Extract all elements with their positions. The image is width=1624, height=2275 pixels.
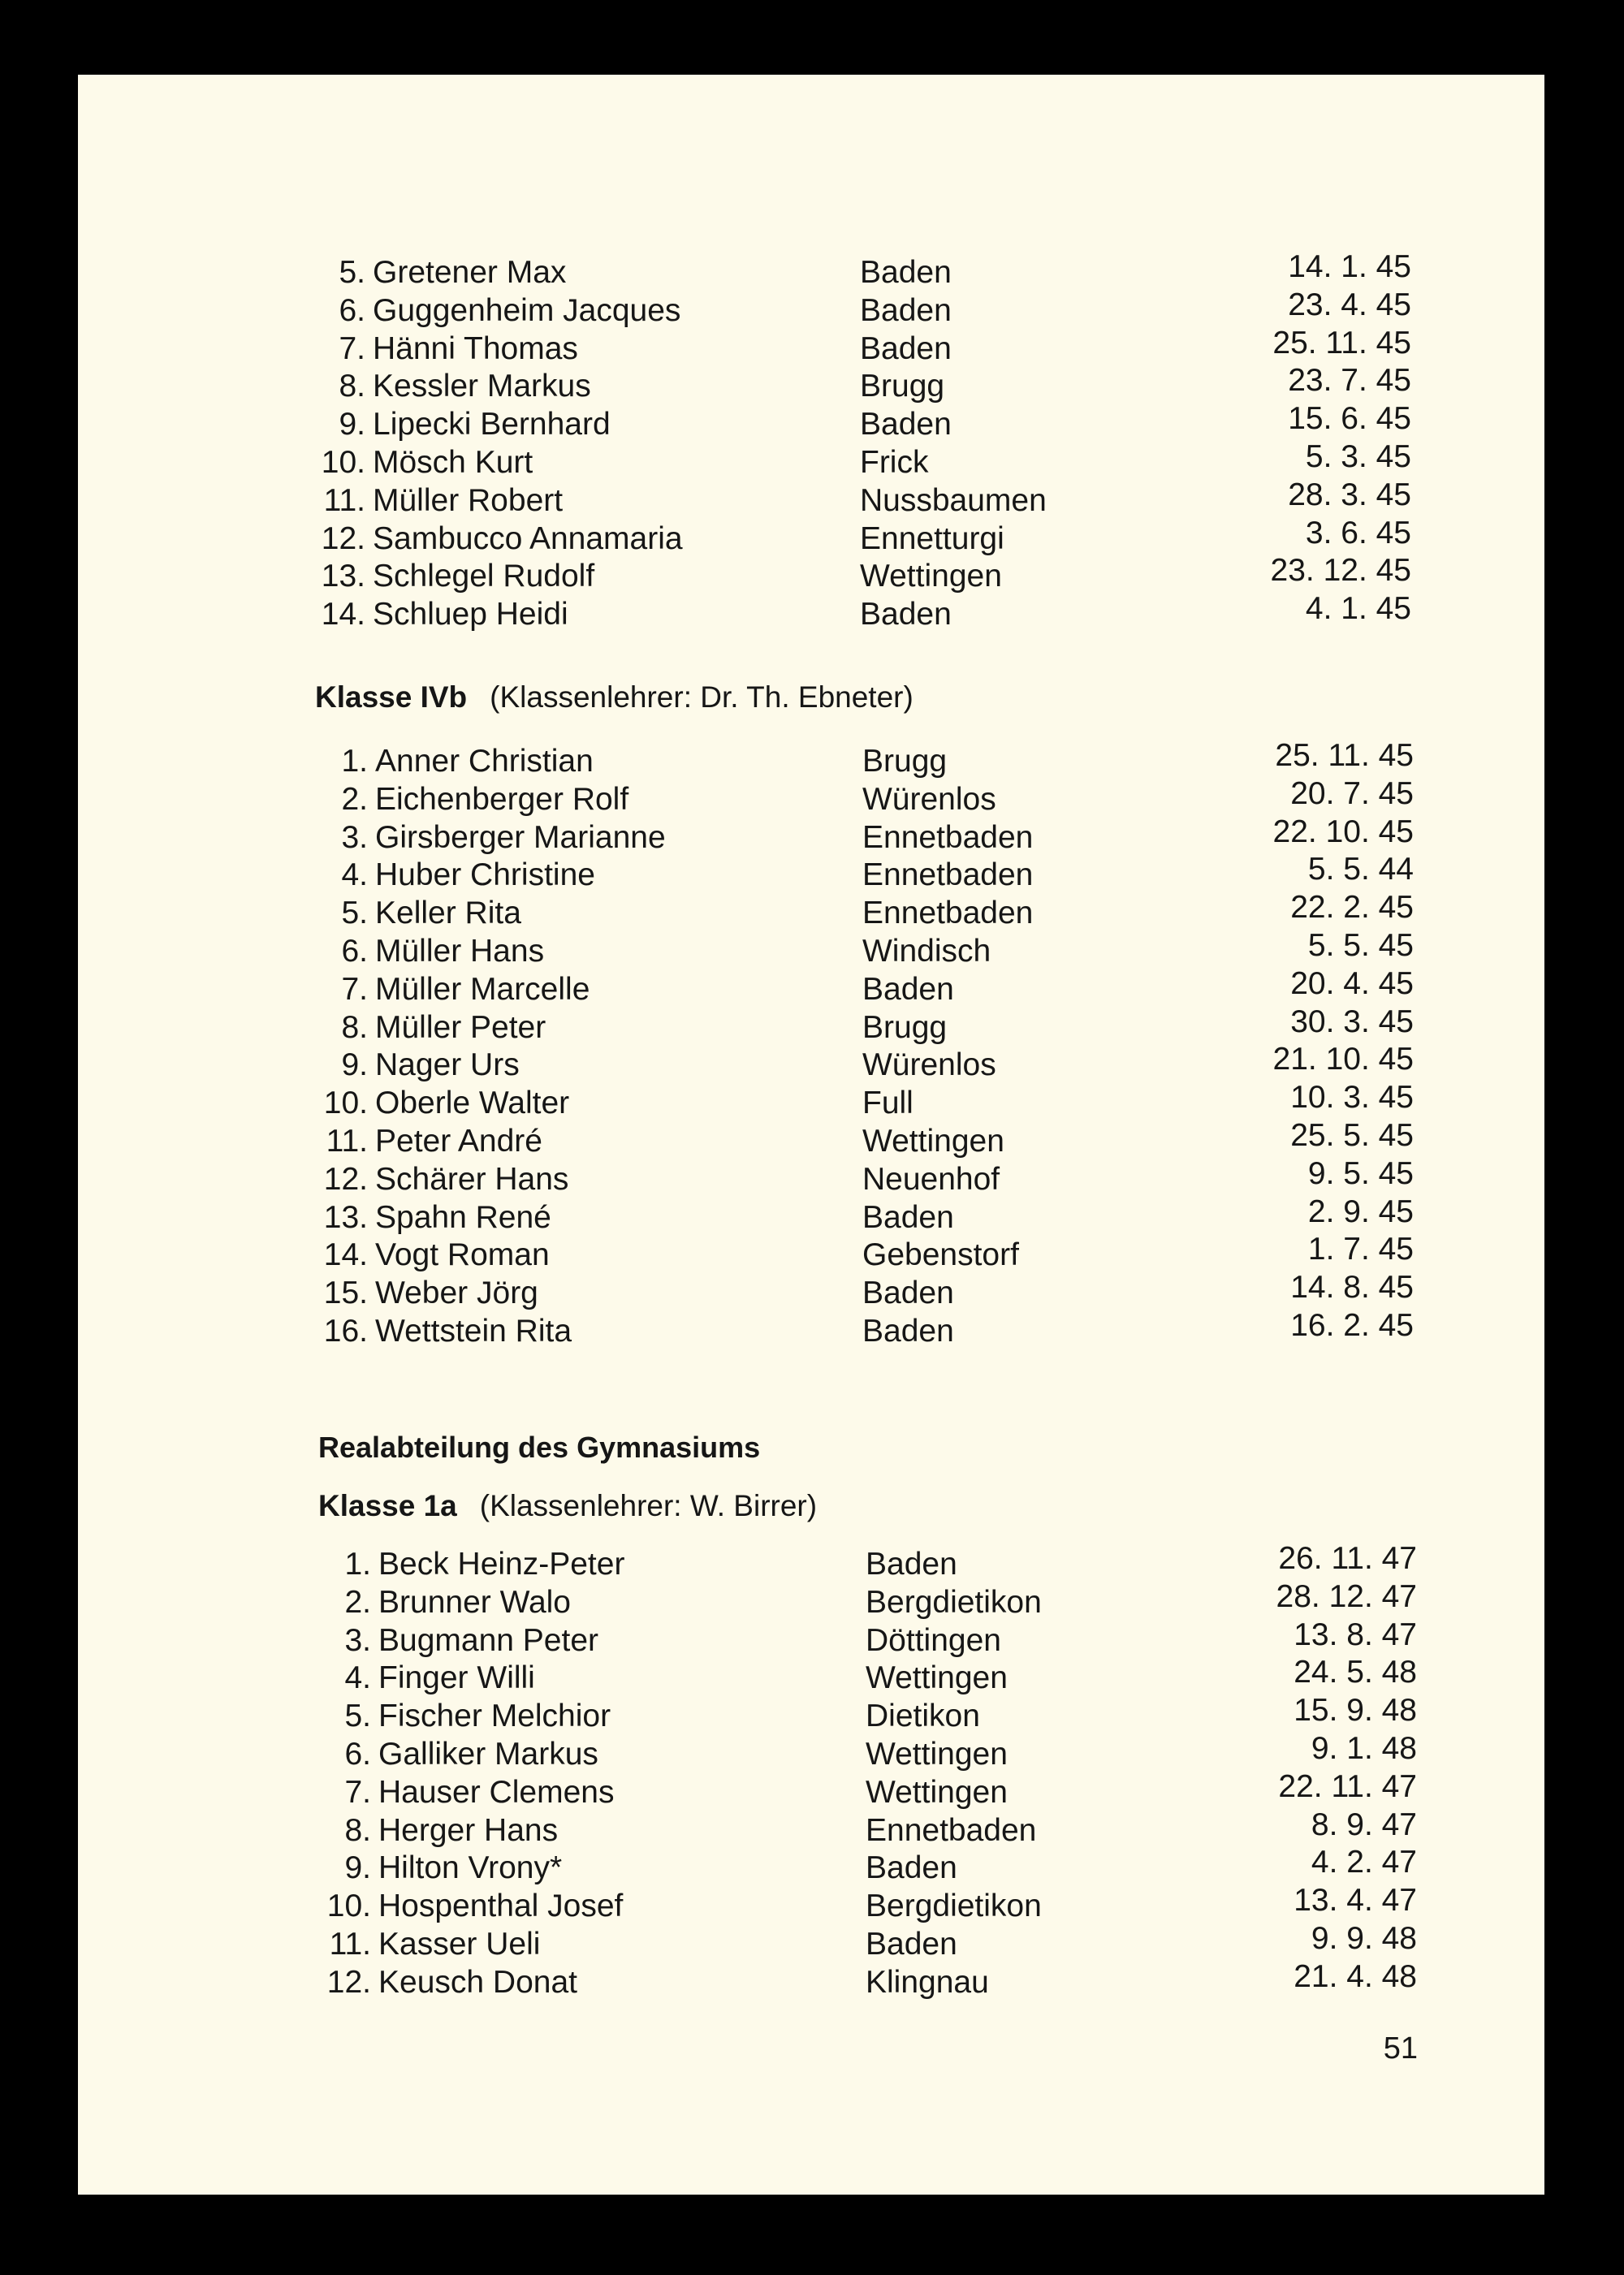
hometown: Windisch [862,933,991,969]
row-number: 3. [344,1622,371,1658]
student-name: Keusch Donat [378,1964,577,2000]
hometown: Wettingen [860,559,1002,594]
student-name: Nager Urs [375,1047,520,1083]
hometown: Baden [862,1313,954,1349]
birth-date: 25. 11. 45 [1275,738,1414,773]
row-number: 6. [344,1736,371,1772]
row-number: 11. [326,1123,368,1159]
section-title: Realabteilung des Gymnasiums [318,1431,761,1464]
birth-date: 20. 4. 45 [1290,965,1414,1001]
document-page [78,75,1544,2195]
hometown: Wettingen [862,1123,1004,1159]
birth-date: 24. 5. 48 [1294,1655,1417,1690]
birth-date: 13. 8. 47 [1294,1617,1417,1652]
hometown: Ennetbaden [862,896,1034,931]
row-number: 4. [341,857,368,893]
row-number: 12. [323,1161,368,1197]
birth-date: 9. 1. 48 [1311,1730,1417,1766]
student-name: Müller Robert [373,482,564,518]
birth-date: 28. 3. 45 [1288,477,1411,512]
row-number: 9. [341,1047,368,1083]
student-name: Wettstein Rita [375,1313,572,1349]
birth-date: 4. 1. 45 [1305,591,1411,627]
row-number: 6. [341,933,368,969]
row-number: 2. [344,1584,371,1620]
student-name: Lipecki Bernhard [373,407,611,442]
hometown: Brugg [862,1009,948,1045]
row-number: 9. [339,407,365,442]
birth-date: 5. 3. 45 [1305,438,1411,474]
student-name: Fischer Melchior [378,1699,611,1734]
row-number: 7. [339,330,365,366]
student-name: Peter André [375,1123,542,1159]
student-name: Beck Heinz-Peter [378,1547,625,1582]
hometown: Baden [866,1850,957,1886]
hometown: Baden [860,330,952,366]
row-number: 8. [339,369,365,404]
hometown: Baden [860,407,952,442]
hometown: Frick [860,444,929,480]
row-number: 5. [344,1699,371,1734]
row-number: 14. [321,597,365,632]
hometown: Gebenstorf [862,1237,1019,1273]
student-name: Müller Hans [375,933,545,969]
birth-date: 9. 9. 48 [1311,1920,1417,1956]
hometown: Baden [862,971,954,1007]
row-number: 10. [326,1889,371,1924]
birth-date: 15. 6. 45 [1288,401,1411,437]
student-name: Hauser Clemens [378,1774,615,1810]
page-number: 51 [1383,2031,1418,2066]
student-name: Hänni Thomas [373,330,578,366]
birth-date: 21. 4. 48 [1294,1958,1417,1994]
student-name: Gretener Max [373,255,567,290]
list-row [78,591,1544,634]
row-number: 13. [321,559,365,594]
hometown: Baden [860,255,952,290]
birth-date: 4. 2. 47 [1311,1845,1417,1880]
student-name: Girsberger Marianne [375,819,666,855]
class-1a-teacher: (Klassenlehrer: W. Birrer) [479,1489,818,1522]
birth-date: 23. 7. 45 [1288,363,1411,399]
student-name: Schluep Heidi [373,597,568,632]
birth-date: 2. 9. 45 [1307,1194,1414,1229]
student-name: Herger Hans [378,1812,559,1848]
birth-date: 15. 9. 48 [1294,1693,1417,1729]
birth-date: 22. 11. 47 [1278,1768,1417,1804]
student-name: Bugmann Peter [378,1622,599,1658]
hometown: Dietikon [866,1699,980,1734]
row-number: 15. [323,1276,368,1311]
hometown: Ennetturgi [860,520,1004,556]
birth-date: 13. 4. 47 [1294,1883,1417,1919]
hometown: Full [862,1086,914,1121]
row-number: 3. [341,819,368,855]
hometown: Ennetbaden [862,819,1034,855]
hometown: Wettingen [866,1736,1008,1772]
class-ivb-title: Klasse IVb [315,680,468,714]
birth-date: 10. 3. 45 [1290,1080,1414,1116]
birth-date: 21. 10. 45 [1272,1042,1414,1077]
row-number: 10. [321,444,365,480]
row-number: 4. [344,1660,371,1696]
birth-date: 20. 7. 45 [1290,775,1414,811]
student-name: Kessler Markus [373,369,591,404]
class-ivb-heading [315,680,914,714]
student-name: Hilton Vrony* [378,1850,563,1886]
row-number: 14. [323,1237,368,1273]
student-name: Vogt Roman [375,1237,550,1273]
birth-date: 22. 10. 45 [1272,814,1414,849]
birth-date: 5. 5. 44 [1307,852,1414,887]
student-name: Huber Christine [375,857,595,893]
student-name: Sambucco Annamaria [373,520,683,556]
row-number: 12. [321,520,365,556]
hometown: Bergdietikon [866,1584,1042,1620]
student-name: Weber Jörg [375,1276,538,1311]
row-number: 1. [341,744,368,779]
row-number: 7. [341,971,368,1007]
hometown: Nussbaumen [860,482,1047,518]
birth-date: 8. 9. 47 [1311,1807,1417,1842]
list-row [80,1307,1547,1351]
birth-date: 26. 11. 47 [1278,1541,1417,1576]
class-1a-title: Klasse 1a [318,1489,457,1522]
student-name: Schlegel Rudolf [373,559,595,594]
student-name: Finger Willi [378,1660,535,1696]
row-number: 8. [344,1812,371,1848]
birth-date: 23. 12. 45 [1270,553,1411,589]
row-number: 2. [341,781,368,817]
student-name: Eichenberger Rolf [375,781,629,817]
hometown: Wettingen [866,1774,1008,1810]
hometown: Brugg [860,369,945,404]
birth-date: 9. 5. 45 [1307,1155,1414,1191]
student-list-continued [78,249,1544,634]
hometown: Baden [860,597,952,632]
student-name: Kasser Ueli [378,1926,541,1962]
row-number: 12. [326,1964,371,2000]
row-number: 8. [341,1009,368,1045]
hometown: Ennetbaden [862,857,1034,893]
hometown: Würenlos [862,1047,996,1083]
hometown: Döttingen [866,1622,1001,1658]
birth-date: 16. 2. 45 [1290,1307,1414,1343]
class-1a-student-list [78,1541,1544,2002]
hometown: Neuenhof [862,1161,1000,1197]
birth-date: 14. 8. 45 [1290,1270,1414,1306]
hometown: Brugg [862,744,948,779]
birth-date: 14. 1. 45 [1288,249,1411,284]
student-name: Schärer Hans [375,1161,569,1197]
row-number: 16. [323,1313,368,1349]
hometown: Ennetbaden [866,1812,1037,1848]
row-number: 13. [323,1199,368,1235]
birth-date: 23. 4. 45 [1288,287,1411,322]
birth-date: 22. 2. 45 [1290,890,1414,926]
student-name: Mösch Kurt [373,444,533,480]
student-name: Spahn René [375,1199,551,1235]
hometown: Baden [860,292,952,328]
class-ivb-student-list [78,738,1544,1351]
class-1a-heading [318,1489,817,1523]
birth-date: 25. 5. 45 [1290,1117,1414,1153]
birth-date: 28. 12. 47 [1276,1578,1417,1614]
student-name: Müller Peter [375,1009,546,1045]
hometown: Baden [866,1547,957,1582]
student-name: Guggenheim Jacques [373,292,681,328]
hometown: Baden [862,1276,954,1311]
row-number: 5. [341,896,368,931]
hometown: Würenlos [862,781,996,817]
student-name: Müller Marcelle [375,971,590,1007]
birth-date: 25. 11. 45 [1272,325,1411,360]
student-name: Keller Rita [375,896,521,931]
list-row [84,1958,1550,2002]
student-name: Brunner Walo [378,1584,571,1620]
birth-date: 1. 7. 45 [1307,1232,1414,1267]
hometown: Wettingen [866,1660,1008,1696]
hometown: Klingnau [866,1964,989,2000]
student-name: Galliker Markus [378,1736,598,1772]
row-number: 11. [323,482,365,518]
birth-date: 30. 3. 45 [1290,1004,1414,1039]
class-ivb-teacher: (Klassenlehrer: Dr. Th. Ebneter) [490,680,914,714]
hometown: Baden [866,1926,957,1962]
student-name: Anner Christian [375,744,594,779]
row-number: 6. [339,292,365,328]
student-name: Oberle Walter [375,1086,570,1121]
row-number: 1. [344,1547,371,1582]
row-number: 11. [329,1926,371,1962]
hometown: Bergdietikon [866,1889,1042,1924]
birth-date: 3. 6. 45 [1305,515,1411,550]
row-number: 10. [323,1086,368,1121]
row-number: 9. [344,1850,371,1886]
birth-date: 5. 5. 45 [1307,927,1414,963]
row-number: 7. [344,1774,371,1810]
hometown: Baden [862,1199,954,1235]
student-name: Hospenthal Josef [378,1889,624,1924]
row-number: 5. [339,255,365,290]
